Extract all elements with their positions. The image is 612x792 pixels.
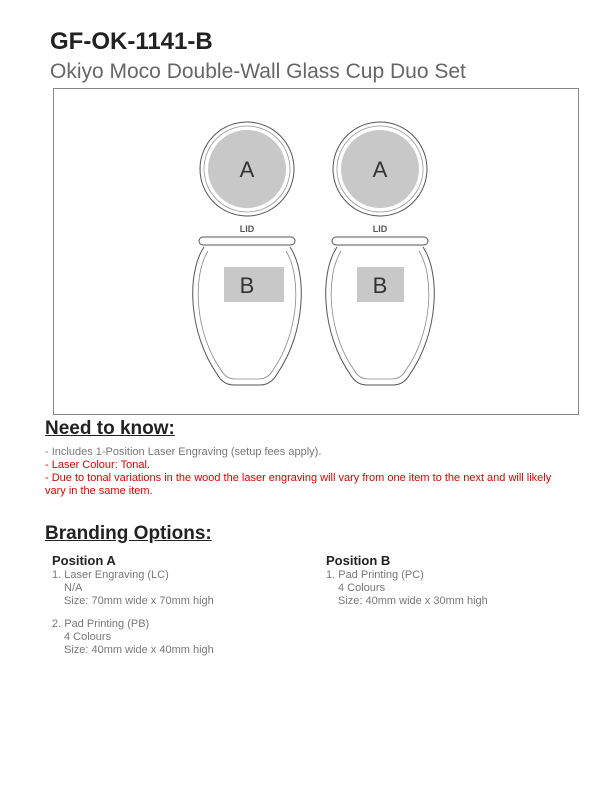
- position-b-label-left: B: [239, 273, 255, 298]
- info-line-2: - Laser Colour: Tonal.: [45, 459, 150, 471]
- position-b-title: Position B: [326, 553, 391, 568]
- cup-right: [326, 122, 435, 385]
- position-b-option-1-size: Size: 40mm wide x 30mm high: [338, 595, 488, 607]
- position-a-option-2: 2. Pad Printing (PB): [52, 618, 150, 630]
- position-a-option-2-size: Size: 40mm wide x 40mm high: [64, 644, 214, 656]
- position-a-option-1-size: Size: 70mm wide x 70mm high: [64, 595, 214, 607]
- position-a-label-right: A: [372, 157, 388, 182]
- position-b-column: [326, 554, 488, 608]
- position-a-option-2-colours: 4 Colours: [64, 631, 112, 643]
- position-b-option-1: 1. Pad Printing (PC): [326, 569, 424, 581]
- position-b-label-right: B: [372, 273, 388, 298]
- info-line-1: - Includes 1-Position Laser Engraving (setup fees apply).: [45, 446, 322, 458]
- position-a-option-1: 1. Laser Engraving (LC): [52, 569, 169, 581]
- position-a-title: Position A: [52, 553, 116, 568]
- cup-left: [193, 122, 302, 385]
- lid-caption-right: LID: [372, 224, 388, 234]
- branding-options-heading: Branding Options:: [45, 523, 212, 544]
- product-diagram: [53, 88, 579, 415]
- product-title: Okiyo Moco Double-Wall Glass Cup Duo Set: [50, 60, 466, 83]
- lid-caption-left: LID: [239, 224, 255, 234]
- position-b-option-1-colours: 4 Colours: [338, 582, 386, 594]
- need-to-know-heading: Need to know:: [45, 418, 175, 439]
- position-a-label-left: A: [239, 157, 255, 182]
- position-a-option-1-colours: N/A: [64, 582, 83, 594]
- position-a-column: [52, 554, 214, 657]
- product-illustration: [54, 89, 578, 414]
- info-line-3: - Due to tonal variations in the wood the laser engraving will vary from one item to the next and will likely vary in the same item.: [45, 472, 552, 497]
- product-code: GF-OK-1141-B: [50, 28, 213, 55]
